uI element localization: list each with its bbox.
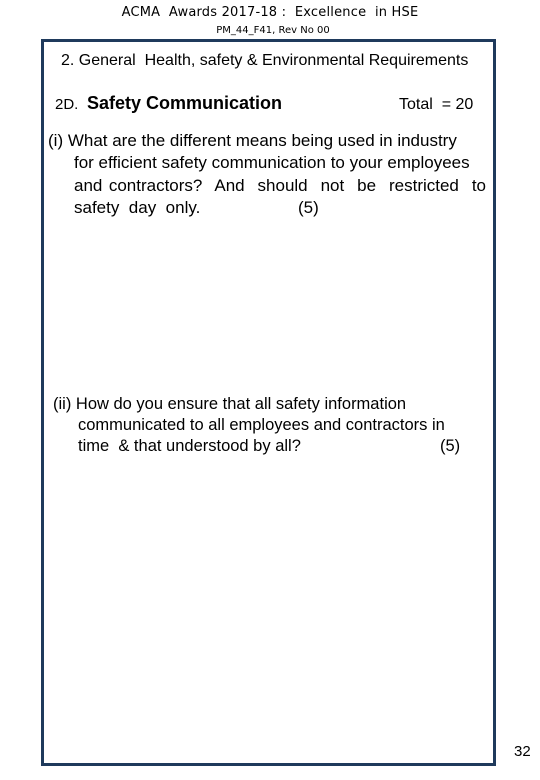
- question-2-line-1: (ii) How do you ensure that all safety information: [53, 395, 407, 413]
- subsection-code: 2D.: [55, 96, 79, 113]
- question-1-line-2: for efficient safety communication to your employees: [74, 153, 470, 172]
- question-2-line-2: communicated to all employees and contractors in: [78, 416, 445, 434]
- question-1-line-4: safety day only.: [74, 198, 201, 217]
- question-2-marks: (5): [440, 437, 461, 455]
- question-1-marks: (5): [298, 198, 319, 217]
- question-1-line-1: (i) What are the different means being used in industry: [48, 131, 457, 150]
- total-marks: Total = 20: [399, 96, 474, 113]
- subsection-title: Safety Communication: [87, 93, 283, 113]
- document-header-subtitle: PM_44_F41, Rev No 00: [216, 25, 330, 36]
- question-1-line-3: and contractors? And should not be restricted to: [74, 176, 486, 195]
- question-2-line-3: time & that understood by all?: [78, 437, 301, 455]
- page-number: 32: [514, 743, 531, 760]
- document-header-title: ACMA Awards 2017-18 : Excellence in HSE: [121, 5, 419, 20]
- section-heading: 2. General Health, safety & Environmental Requirements: [61, 52, 469, 69]
